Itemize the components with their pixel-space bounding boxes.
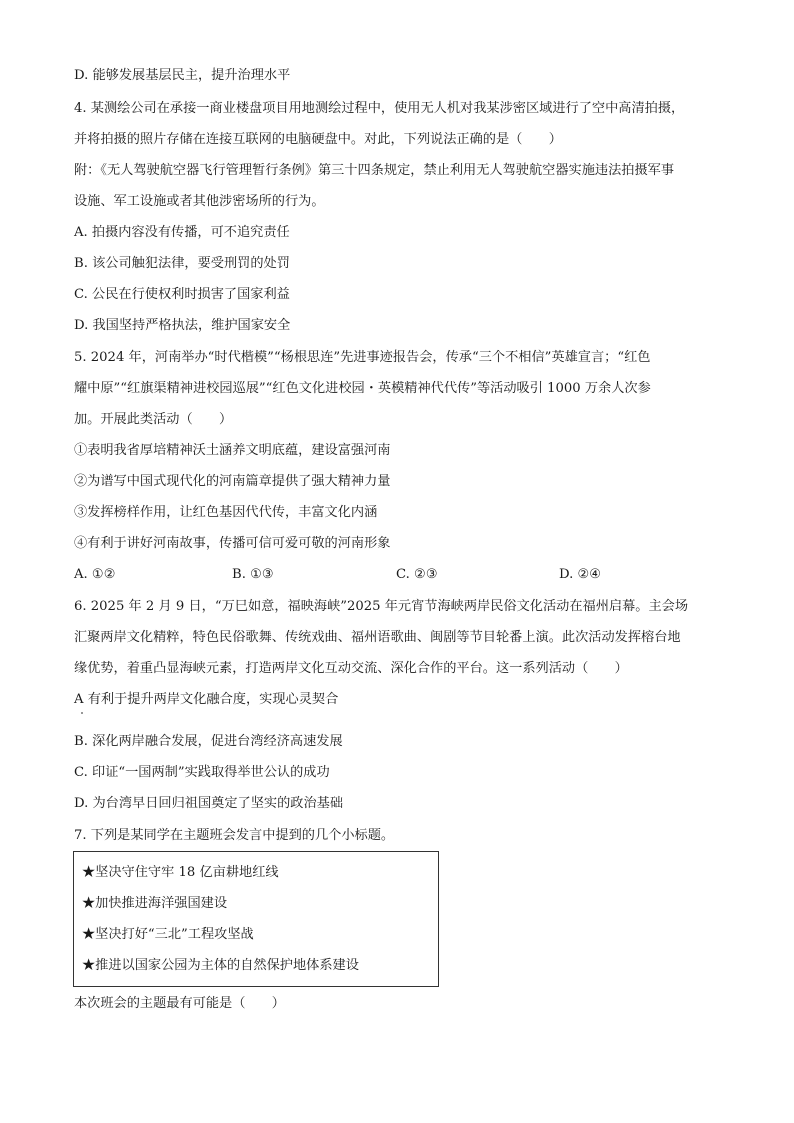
q6-option-d: D. 为台湾早日回归祖国奠定了坚实的政治基础 [74,796,344,811]
q5-item-1: ①表明我省厚培精神沃土涵养文明底蕴，建设富强河南 [74,443,391,458]
q4-option-b: B. 该公司触犯法律，要受刑罚的处罚 [74,256,290,271]
q7-headline-box [73,851,439,987]
q5-option-c: C. ②③ [396,567,438,582]
q5-option-a: A. ①② [74,567,116,582]
q5-option-d: D. ②④ [559,567,602,582]
q6-stem-line-3: 缘优势，着重凸显海峡元素，打造两岸文化互动交流、深化合作的平台。这一系列活动（ ） [74,661,628,676]
q3-option-d: D. 能够发展基层民主，提升治理水平 [74,68,291,83]
q7-box-item-1: ★坚决守住守牢 18 亿亩耕地红线 [82,865,279,880]
q6-stem-line-2: 汇聚两岸文化精粹，特色民俗歌舞、传统戏曲、福州语歌曲、闽剧等节目轮番上演。此次活动发挥榕台地 [74,630,681,645]
q7-box-item-3: ★坚决打好“三北”工程攻坚战 [82,927,254,942]
q4-option-d: D. 我国坚持严格执法，维护国家安全 [74,318,291,333]
q7-box-item-2: ★加快推进海洋强国建设 [82,896,228,911]
q5-stem-line-1: 5. 2024 年，河南举办“时代楷模”“杨根思连”先进事迹报告会，传承“三个不相信”英雄宣言；“红色 [74,350,651,365]
stray-dot-mark [81,712,83,714]
q4-option-a: A. 拍摄内容没有传播，可不追究责任 [74,225,290,240]
q6-option-b: B. 深化两岸融合发展，促进台湾经济高速发展 [74,734,343,749]
q4-stem-line-2: 并将拍摄的照片存储在连接互联网的电脑硬盘中。对此，下列说法正确的是（ ） [74,132,562,147]
q6-stem-line-1: 6. 2025 年 2 月 9 日，“万巳如意，福映海峡”2025 年元宵节海峡两岸民俗文化活动在福州启幕。主会场 [74,599,689,614]
q5-item-3: ③发挥榜样作用，让红色基因代代传，丰富文化内涵 [74,505,378,520]
q5-stem-line-2: 耀中原”“红旗渠精神进校园巡展”“红色文化进校园・英模精神代代传”等活动吸引 1000 万余人次参 [74,381,651,396]
q4-stem-line-1: 4. 某测绘公司在承接一商业楼盘项目用地测绘过程中，使用无人机对我某涉密区域进行了空中高清拍摄， [74,101,685,116]
q6-option-c: C. 印证“一国两制”实践取得举世公认的成功 [74,765,330,780]
q4-note-line-1: 附：《无人驾驶航空器飞行管理暂行条例》第三十四条规定，禁止利用无人驾驶航空器实施违法拍摄军事 [74,163,675,178]
q7-stem: 7. 下列是某同学在主题班会发言中提到的几个小标题。 [74,828,395,843]
q5-stem-line-3: 加。开展此类活动（ ） [74,412,233,427]
q4-option-c: C. 公民在行使权利时损害了国家利益 [74,287,290,302]
q5-item-4: ④有利于讲好河南故事，传播可信可爱可敬的河南形象 [74,536,391,551]
q5-option-b: B. ①③ [232,567,274,582]
q4-note-line-2: 设施、军工设施或者其他涉密场所的行为。 [74,194,325,209]
q6-option-a: A 有利于提升两岸文化融合度，实现心灵契合 [74,692,339,707]
q5-item-2: ②为谱写中国式现代化的河南篇章提供了强大精神力量 [74,474,391,489]
q7-question: 本次班会的主题最有可能是（ ） [74,996,285,1011]
q5-options [74,566,734,584]
q7-box-item-4: ★推进以国家公园为主体的自然保护地体系建设 [82,958,359,973]
